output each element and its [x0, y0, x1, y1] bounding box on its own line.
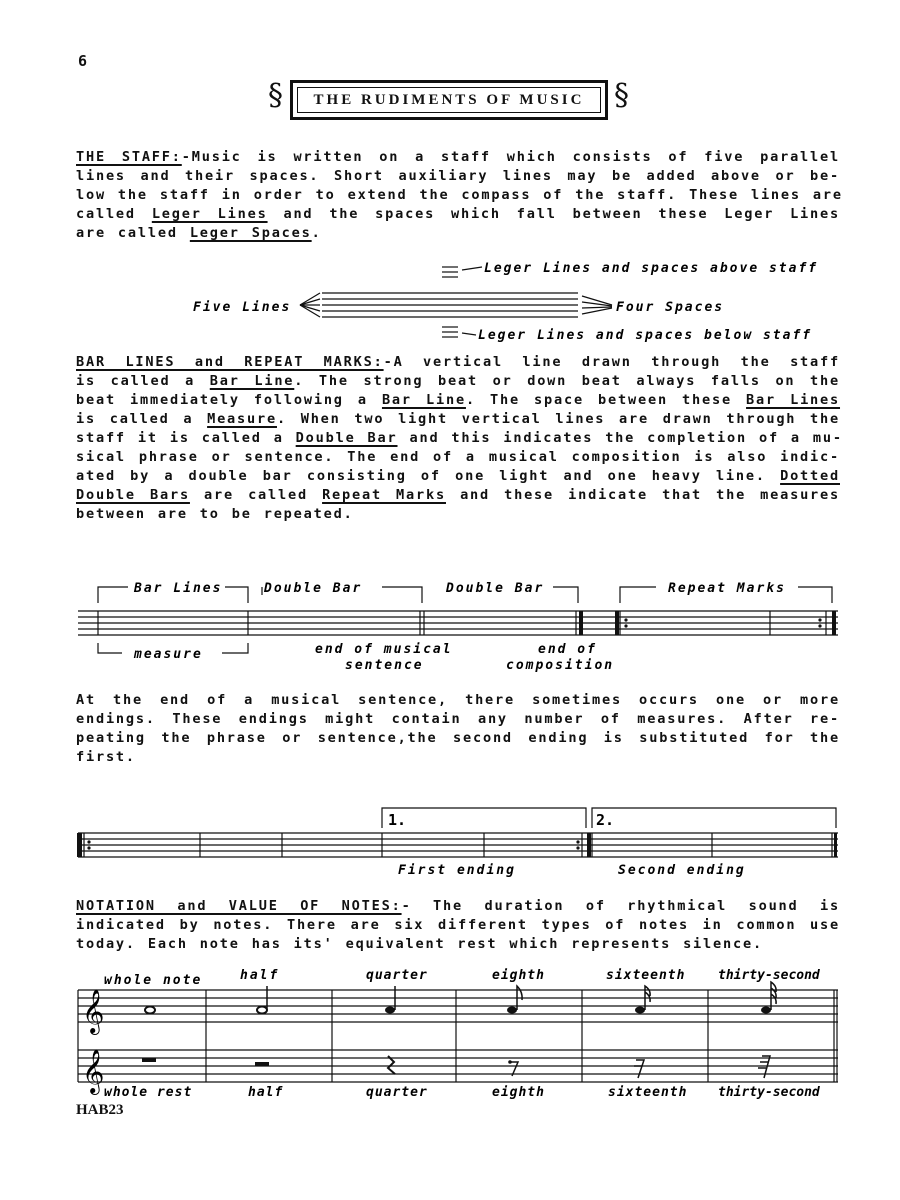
- half-rest-icon: [255, 1062, 269, 1066]
- svg-text:measure: measure: [134, 647, 203, 662]
- svg-text:Double Bar: Double Bar: [446, 581, 545, 596]
- svg-text:Double Bar: Double Bar: [264, 581, 363, 596]
- svg-text:Second ending: Second ending: [618, 863, 746, 878]
- footer-code: HAB23: [76, 1102, 124, 1118]
- svg-text:eighth: eighth: [492, 1085, 545, 1100]
- leger-below-label: Leger Lines and spaces below staff: [478, 328, 813, 343]
- svg-text:quarter: quarter: [366, 1085, 428, 1100]
- page-number: 6: [78, 52, 88, 70]
- svg-text:sixteenth: sixteenth: [608, 1085, 688, 1100]
- svg-text:sentence: sentence: [345, 658, 424, 673]
- title-box: [290, 80, 608, 120]
- whole-note-icon: [145, 1007, 155, 1014]
- eighth-note-icon: [507, 1007, 517, 1014]
- staff-heading: THE STAFF:: [76, 149, 182, 165]
- right-ornament-icon: §: [614, 78, 629, 113]
- leger-spaces-term: Leger Spaces: [189, 225, 312, 241]
- staff-paragraph: THE STAFF:-Music is written on a staff which consists of five parallel lines and their spaces. Short auxiliary lines may be added above or be- low the staff in order to extend the compass of the staff. These lines are called Leger Lines and the spaces which fall between these Leger Lines are called Leger Spaces.: [76, 149, 843, 241]
- svg-text:eighth: eighth: [492, 968, 545, 983]
- notes-diagram: [0, 962, 900, 1102]
- svg-text:thirty-second: thirty-second: [718, 968, 820, 983]
- svg-text:thirty-second: thirty-second: [718, 1085, 820, 1100]
- endings-paragraph: At the end of a musical sentence, there sometimes occurs one or more endings. These endings might contain any number of measures. After re- peating the phrase or sentence,the second ending is substituted for the first.: [76, 692, 840, 765]
- quarter-note-icon: [385, 1007, 395, 1014]
- svg-text:quarter: quarter: [366, 968, 428, 983]
- svg-text:end of: end of: [538, 642, 597, 657]
- notation-paragraph: NOTATION and VALUE OF NOTES:- The duration of rhythmical sound is indicated by notes. There are six different types of notes in common use today. Each note has its' equivalent rest which represents silence.: [76, 898, 840, 952]
- leger-lines-term: Leger Lines: [151, 206, 268, 222]
- svg-text:whole rest: whole rest: [104, 1085, 193, 1100]
- svg-text:composition: composition: [506, 658, 615, 673]
- bar-lines-paragraph: BAR LINES and REPEAT MARKS:-A vertical line drawn through the staff is called a Bar Line. The strong beat or down beat always falls on the beat immediately following a Bar Line. The space between these Bar Lines is called a Measure. When two light vertical lines are drawn through the staff it is called a Double Bar and this indicates the completion of a mu- sical phrase or sentence. The end of a musical composition is also indic- ated by a double bar consisting of one light and one heavy line. Dotted Double Bars are called Repeat Marks and these indicate that the measures between are to be repeated.: [76, 354, 843, 522]
- whole-rest-icon: [142, 1058, 156, 1062]
- left-ornament-icon: §: [268, 78, 283, 113]
- svg-text:half: half: [248, 1085, 284, 1100]
- sixteenth-rest-icon: [634, 1060, 644, 1078]
- staff-diagram: [0, 255, 900, 350]
- svg-text:First ending: First ending: [398, 863, 516, 878]
- page-title: THE RUDIMENTS OF MUSIC: [313, 91, 585, 108]
- bar-lines-heading: BAR LINES and REPEAT MARKS:: [76, 354, 384, 370]
- treble-clef-icon: 𝄞: [82, 1049, 105, 1093]
- quarter-rest-icon: [388, 1056, 395, 1074]
- svg-text:end of musical: end of musical: [315, 642, 453, 657]
- svg-text:Bar Lines: Bar Lines: [134, 581, 223, 596]
- svg-text:whole note: whole note: [104, 973, 203, 988]
- treble-clef-icon: 𝄞: [82, 989, 105, 1033]
- endings-diagram: [0, 800, 900, 880]
- notation-heading: NOTATION and VALUE OF NOTES:: [76, 898, 402, 914]
- half-note-icon: [257, 1007, 267, 1014]
- bar-lines-diagram: [0, 575, 900, 680]
- svg-text:Repeat Marks: Repeat Marks: [668, 581, 786, 596]
- sixteenth-note-icon: [635, 1007, 645, 1014]
- svg-text:sixteenth: sixteenth: [606, 968, 686, 983]
- svg-text:1.: 1.: [388, 811, 407, 829]
- thirty-second-note-icon: [761, 1007, 771, 1014]
- svg-text:half: half: [240, 968, 280, 983]
- four-spaces-label: Four Spaces: [616, 300, 725, 315]
- five-lines-label: Five Lines: [193, 300, 292, 315]
- thirty-second-rest-icon: [758, 1056, 770, 1078]
- svg-text:2.: 2.: [596, 811, 615, 829]
- leger-above-label: Leger Lines and spaces above staff: [484, 261, 819, 276]
